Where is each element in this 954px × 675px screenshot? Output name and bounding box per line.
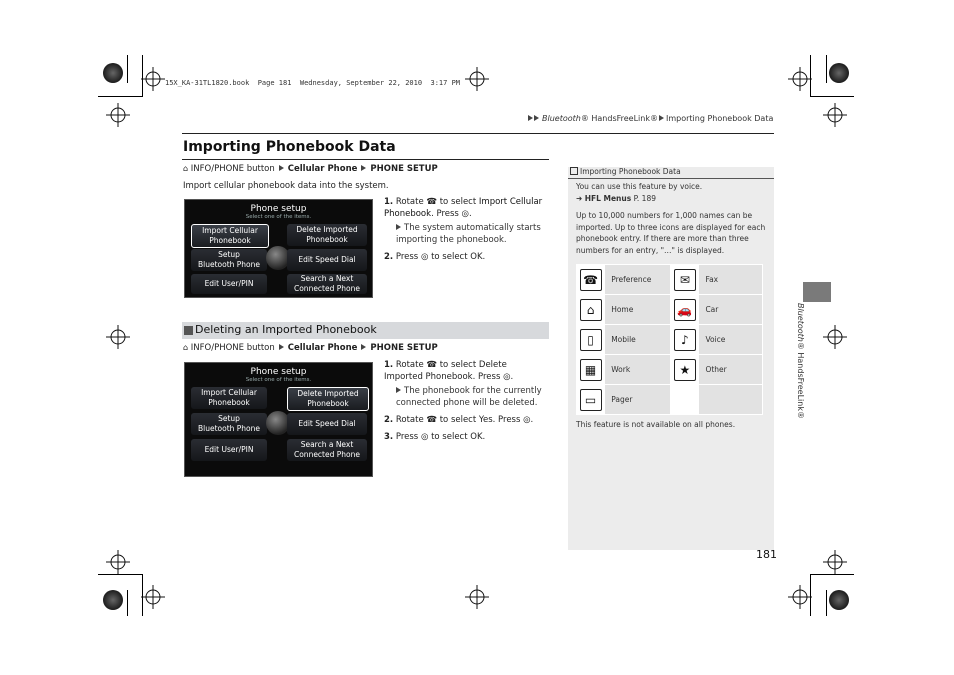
link-bold: HFL Menus bbox=[584, 194, 632, 203]
setup-label-2: Bluetooth Phone bbox=[197, 260, 261, 269]
icon-label: Mobile bbox=[611, 335, 636, 344]
link-page: P. 189 bbox=[633, 194, 657, 203]
screen-title: Phone setup bbox=[250, 204, 307, 214]
step-text: Rotate bbox=[395, 415, 424, 425]
sidebar-panel bbox=[568, 167, 774, 550]
phonebook-icon-table bbox=[576, 264, 763, 415]
import-label-2: Phonebook bbox=[208, 398, 250, 407]
icon-label-cell bbox=[699, 355, 763, 385]
home-icon: ⌂ bbox=[580, 299, 602, 321]
icon-cell bbox=[671, 325, 699, 355]
delete-step-1: 1. Rotate ☎ to select Delete Imported Phonebook. Press ◎. bbox=[384, 360, 514, 382]
home-button-icon: ⌂ bbox=[183, 164, 189, 173]
press-knob-icon: ◎ bbox=[461, 209, 469, 219]
fax-icon: ✉ bbox=[674, 269, 696, 291]
sidebar-heading-text: Importing Phonebook Data bbox=[580, 167, 681, 176]
preference-phone-icon: ☎ bbox=[580, 269, 602, 291]
import-steps bbox=[384, 196, 548, 263]
note-text: The system automatically starts importing the phonebook. bbox=[396, 223, 541, 245]
press-knob-icon: ◎ bbox=[420, 252, 429, 262]
delete-step-3 bbox=[384, 431, 548, 443]
work-icon: ▦ bbox=[580, 359, 602, 381]
icon-cell bbox=[577, 325, 605, 355]
import-label-1: Import Cellular bbox=[201, 388, 257, 397]
import-label-1: Import Cellular bbox=[202, 226, 258, 235]
car-icon: 🚗 bbox=[674, 299, 696, 321]
icon-label: Home bbox=[611, 305, 634, 314]
delete-label-2: Phonebook bbox=[307, 399, 349, 408]
step-text: to select bbox=[431, 432, 468, 442]
path-step2: PHONE SETUP bbox=[370, 343, 438, 353]
icon-label-cell bbox=[605, 325, 671, 355]
step-number: 2. bbox=[384, 415, 394, 425]
path-start: INFO/PHONE button bbox=[190, 164, 275, 174]
icon-label: Car bbox=[705, 305, 719, 314]
step-text: Press bbox=[395, 252, 419, 262]
icon-cell bbox=[671, 355, 699, 385]
delete-steps bbox=[384, 359, 548, 443]
step-option: Import Cellular Phonebook bbox=[384, 197, 543, 219]
press-knob-icon: ◎ bbox=[523, 415, 531, 425]
step-text: Rotate bbox=[395, 360, 424, 370]
step-number: 1. bbox=[384, 360, 394, 370]
breadcrumb bbox=[528, 114, 773, 123]
step-text: to select bbox=[439, 360, 477, 370]
speed-label: Edit Speed Dial bbox=[298, 255, 356, 264]
import-cellular-phonebook-button[interactable] bbox=[191, 224, 269, 248]
link-arrow-icon: ➜ bbox=[576, 194, 583, 203]
import-step-1: 1. Rotate ☎ to select Import Cellular Phonebook. Press ◎. bbox=[384, 197, 543, 219]
footnote: This feature is not available on all phones. bbox=[576, 420, 736, 429]
step-text: to select bbox=[439, 197, 477, 207]
edit-speed-dial-button[interactable] bbox=[287, 249, 367, 271]
import-step-1-note bbox=[396, 222, 548, 246]
mobile-icon: ▯ bbox=[580, 329, 602, 351]
side-label-rest: ® HandsFreeLink® bbox=[796, 341, 805, 419]
screen-subtitle: Select one of the items. bbox=[245, 214, 312, 220]
delete-label-2: Phonebook bbox=[306, 235, 348, 244]
setup-bluetooth-phone-button[interactable] bbox=[191, 249, 267, 271]
step-text: . bbox=[482, 432, 486, 442]
step-text: . Press bbox=[472, 372, 501, 382]
rotate-knob-icon: ☎ bbox=[426, 360, 437, 370]
icon-table-row bbox=[577, 385, 763, 415]
icon-label-cell bbox=[605, 355, 671, 385]
setup-label-1: Setup bbox=[218, 250, 240, 259]
sidebar-heading bbox=[568, 167, 774, 179]
search-label-2: Connected Phone bbox=[293, 450, 360, 459]
import-step-2 bbox=[384, 251, 548, 263]
side-label-italic: Bluetooth bbox=[796, 303, 805, 342]
reference-icon bbox=[570, 167, 578, 175]
icon-label-cell bbox=[699, 325, 763, 355]
breadcrumb-part1: Bluetooth bbox=[542, 114, 581, 123]
icon-cell bbox=[671, 295, 699, 325]
home-button-icon: ⌂ bbox=[183, 343, 189, 352]
setup-label-2: Bluetooth Phone bbox=[197, 424, 261, 433]
path-step2: PHONE SETUP bbox=[370, 164, 438, 174]
rotate-knob-icon: ☎ bbox=[426, 415, 437, 425]
icon-label-cell bbox=[605, 265, 671, 295]
press-knob-icon: ◎ bbox=[420, 432, 429, 442]
delete-label-1: Delete Imported bbox=[297, 389, 359, 398]
icon-label: Other bbox=[705, 365, 727, 374]
user-label: Edit User/PIN bbox=[204, 445, 254, 454]
step-text: . bbox=[482, 252, 486, 262]
edit-user-pin-button[interactable] bbox=[191, 439, 267, 461]
chapter-tab bbox=[803, 282, 831, 302]
search-label-1: Search a Next bbox=[300, 440, 354, 449]
path-step1: Cellular Phone bbox=[287, 164, 358, 174]
step-text: Press bbox=[395, 432, 419, 442]
icon-label-cell bbox=[699, 265, 763, 295]
pager-icon: ▭ bbox=[580, 389, 602, 411]
screen-subtitle: Select one of the items. bbox=[245, 377, 312, 383]
step-number: 1. bbox=[384, 197, 394, 207]
icon-cell bbox=[577, 385, 605, 415]
delete-step-1-note bbox=[396, 385, 548, 409]
icon-label: Fax bbox=[705, 275, 719, 284]
icon-label-cell bbox=[699, 385, 763, 415]
step-text: Rotate bbox=[395, 197, 424, 207]
menu-path-2 bbox=[183, 343, 438, 353]
delete-step-2: 2. Rotate ☎ to select Yes. Press ◎. bbox=[384, 415, 534, 425]
phone-setup-screen bbox=[184, 199, 373, 298]
delete-imported-phonebook-button[interactable] bbox=[287, 387, 369, 411]
page-title: Importing Phonebook Data bbox=[183, 139, 396, 155]
icon-table-row bbox=[577, 295, 763, 325]
edit-user-pin-button[interactable] bbox=[191, 274, 267, 294]
step-text: to select bbox=[431, 252, 468, 262]
path-step1: Cellular Phone bbox=[287, 343, 358, 353]
step-number: 3. bbox=[384, 432, 394, 442]
section-header bbox=[182, 322, 549, 339]
step-option: OK bbox=[470, 252, 483, 262]
menu-path bbox=[183, 164, 438, 174]
search-next-phone-button[interactable] bbox=[287, 439, 367, 461]
edit-speed-dial-button[interactable] bbox=[287, 413, 367, 435]
step-number: 2. bbox=[384, 252, 394, 262]
rotate-knob-icon: ☎ bbox=[426, 197, 437, 207]
icon-table-row bbox=[577, 355, 763, 385]
voice-note: You can use this feature by voice. bbox=[576, 182, 703, 191]
hfl-menus-link[interactable] bbox=[576, 193, 656, 205]
press-knob-icon: ◎ bbox=[503, 372, 511, 382]
step-option: Yes bbox=[478, 415, 493, 425]
icon-label: Work bbox=[611, 365, 631, 374]
page-number: 181 bbox=[756, 548, 777, 561]
delete-imported-phonebook-button[interactable] bbox=[287, 224, 367, 246]
icon-label: Preference bbox=[611, 275, 652, 284]
icon-label-cell bbox=[605, 295, 671, 325]
icon-table-row bbox=[577, 325, 763, 355]
icon-label: Pager bbox=[611, 395, 633, 404]
description: Import cellular phonebook data into the system. bbox=[183, 181, 389, 191]
setup-label-1: Setup bbox=[218, 414, 240, 423]
user-label: Edit User/PIN bbox=[204, 279, 254, 288]
breadcrumb-part2: ® HandsFreeLink® bbox=[580, 114, 658, 123]
icon-cell bbox=[671, 385, 699, 415]
phone-setup-screen-2 bbox=[184, 362, 373, 477]
import-label-2: Phonebook bbox=[209, 236, 251, 245]
section-title: Deleting an Imported Phonebook bbox=[195, 323, 377, 336]
icon-cell bbox=[577, 295, 605, 325]
import-cellular-phonebook-button[interactable] bbox=[191, 387, 267, 409]
search-label-1: Search a Next bbox=[300, 274, 354, 283]
breadcrumb-part3: Importing Phonebook Data bbox=[665, 114, 774, 123]
setup-bluetooth-phone-button[interactable] bbox=[191, 413, 267, 435]
file-header: 15X_KA-31TL1820.book Page 181 Wednesday, September 22, 2010 3:17 PM bbox=[165, 79, 461, 87]
icon-table-row bbox=[577, 265, 763, 295]
voice-icon: ♪ bbox=[674, 329, 696, 351]
sidebar-paragraph: Up to 10,000 numbers for 1,000 names can be imported. Up to three icons are displayed for each phonebook entry. If there are more than three numbers for an entry, "…" is displayed. bbox=[576, 211, 766, 255]
search-next-phone-button[interactable] bbox=[287, 274, 367, 294]
icon-label: Voice bbox=[705, 335, 726, 344]
star-icon: ★ bbox=[674, 359, 696, 381]
icon-cell bbox=[671, 265, 699, 295]
title-top-rule bbox=[182, 133, 774, 134]
delete-label-1: Delete Imported bbox=[296, 225, 358, 234]
path-start: INFO/PHONE button bbox=[190, 343, 275, 353]
step-option: Delete Imported Phonebook bbox=[384, 360, 507, 382]
step-option: OK bbox=[470, 432, 483, 442]
note-text: The phonebook for the currently connected phone will be deleted. bbox=[396, 386, 542, 408]
section-square-icon bbox=[184, 326, 193, 335]
icon-label-cell bbox=[605, 385, 671, 415]
chapter-side-label bbox=[793, 303, 805, 419]
speed-label: Edit Speed Dial bbox=[298, 419, 356, 428]
step-text: . Press bbox=[492, 415, 521, 425]
icon-label-cell bbox=[699, 295, 763, 325]
icon-cell bbox=[577, 355, 605, 385]
step-text: . Press bbox=[431, 209, 459, 219]
icon-cell bbox=[577, 265, 605, 295]
title-rule bbox=[182, 159, 549, 160]
screen-title: Phone setup bbox=[250, 367, 307, 377]
step-text: to select bbox=[439, 415, 477, 425]
search-label-2: Connected Phone bbox=[293, 284, 360, 293]
